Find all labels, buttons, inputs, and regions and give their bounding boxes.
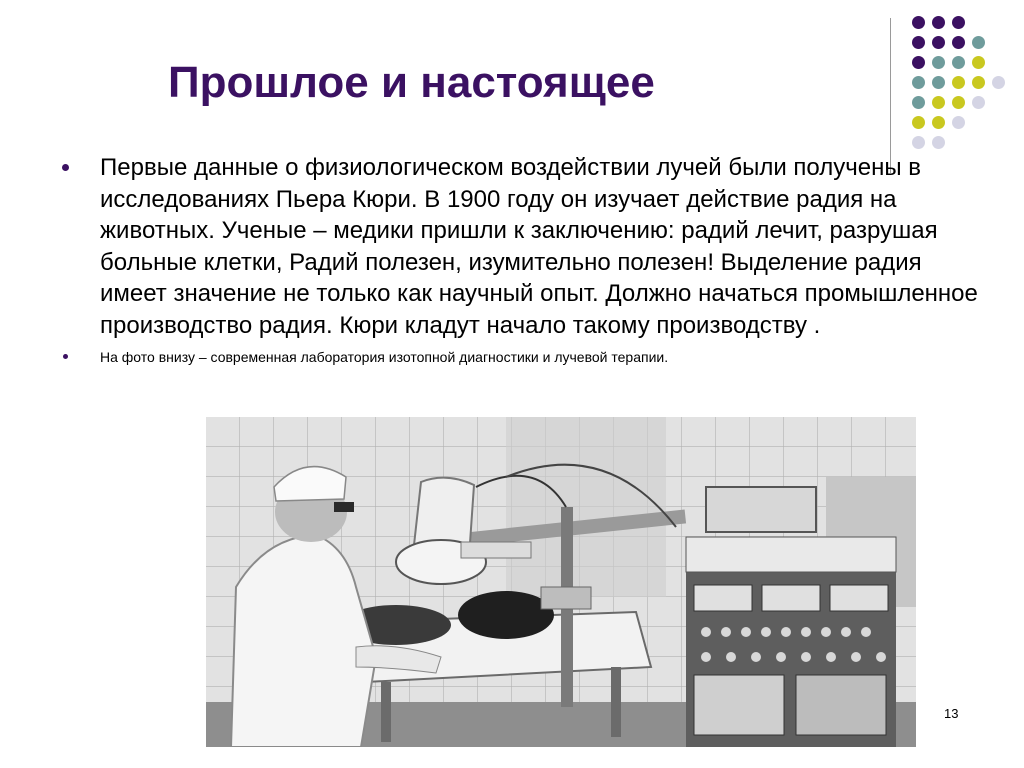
bullet-item bbox=[62, 347, 982, 367]
decorative-dot bbox=[932, 96, 945, 109]
decorative-dot bbox=[932, 36, 945, 49]
decorative-dot bbox=[912, 136, 925, 149]
decorative-dot bbox=[932, 16, 945, 29]
bullet-dot-icon bbox=[62, 164, 69, 171]
decorative-dot bbox=[912, 16, 925, 29]
laboratory-photo bbox=[206, 417, 916, 747]
decorative-dot bbox=[932, 76, 945, 89]
decorative-dot bbox=[952, 116, 965, 129]
decorative-dot bbox=[972, 76, 985, 89]
decorative-dot bbox=[932, 56, 945, 69]
decorative-dot bbox=[912, 116, 925, 129]
decorative-dot bbox=[912, 76, 925, 89]
laboratory-photo-illustration bbox=[206, 417, 916, 747]
decorative-dot bbox=[952, 56, 965, 69]
bullet-text: Первые данные о физиологическом воздействии лучей были получены в исследованиях Пьера Кюри. В 1900 году он изучает действие радия на животных. Ученые – медики пришли к заключению: радий лечит, разрушая больные клетки, Радий полезен, изумительно полезен! Выделение радия имеет значение не только как научный опыт. Должно начаться промышленное производство радия. Кюри кладут начало такому производству . bbox=[100, 154, 978, 339]
decorative-dot bbox=[952, 96, 965, 109]
decorative-dot bbox=[952, 16, 965, 29]
decorative-dot bbox=[952, 36, 965, 49]
decorative-dot bbox=[972, 56, 985, 69]
decorative-dot bbox=[952, 76, 965, 89]
bullet-item bbox=[62, 152, 982, 341]
decorative-dot bbox=[972, 96, 985, 109]
decorative-dot bbox=[912, 36, 925, 49]
page-number: 13 bbox=[944, 706, 959, 721]
decorative-dot bbox=[992, 76, 1005, 89]
decorative-dot bbox=[972, 36, 985, 49]
bullet-dot-icon bbox=[63, 354, 68, 359]
decorative-dot bbox=[912, 96, 925, 109]
decorative-dot bbox=[932, 136, 945, 149]
decorative-dot bbox=[932, 116, 945, 129]
animal bbox=[458, 591, 554, 639]
decorative-dot bbox=[912, 56, 925, 69]
divider-line bbox=[890, 18, 891, 173]
bullet-text: На фото внизу – современная лаборатория изотопной диагностики и лучевой терапии. bbox=[100, 349, 669, 365]
bullet-list bbox=[62, 152, 982, 367]
page-title: Прошлое и настоящее bbox=[168, 58, 655, 107]
